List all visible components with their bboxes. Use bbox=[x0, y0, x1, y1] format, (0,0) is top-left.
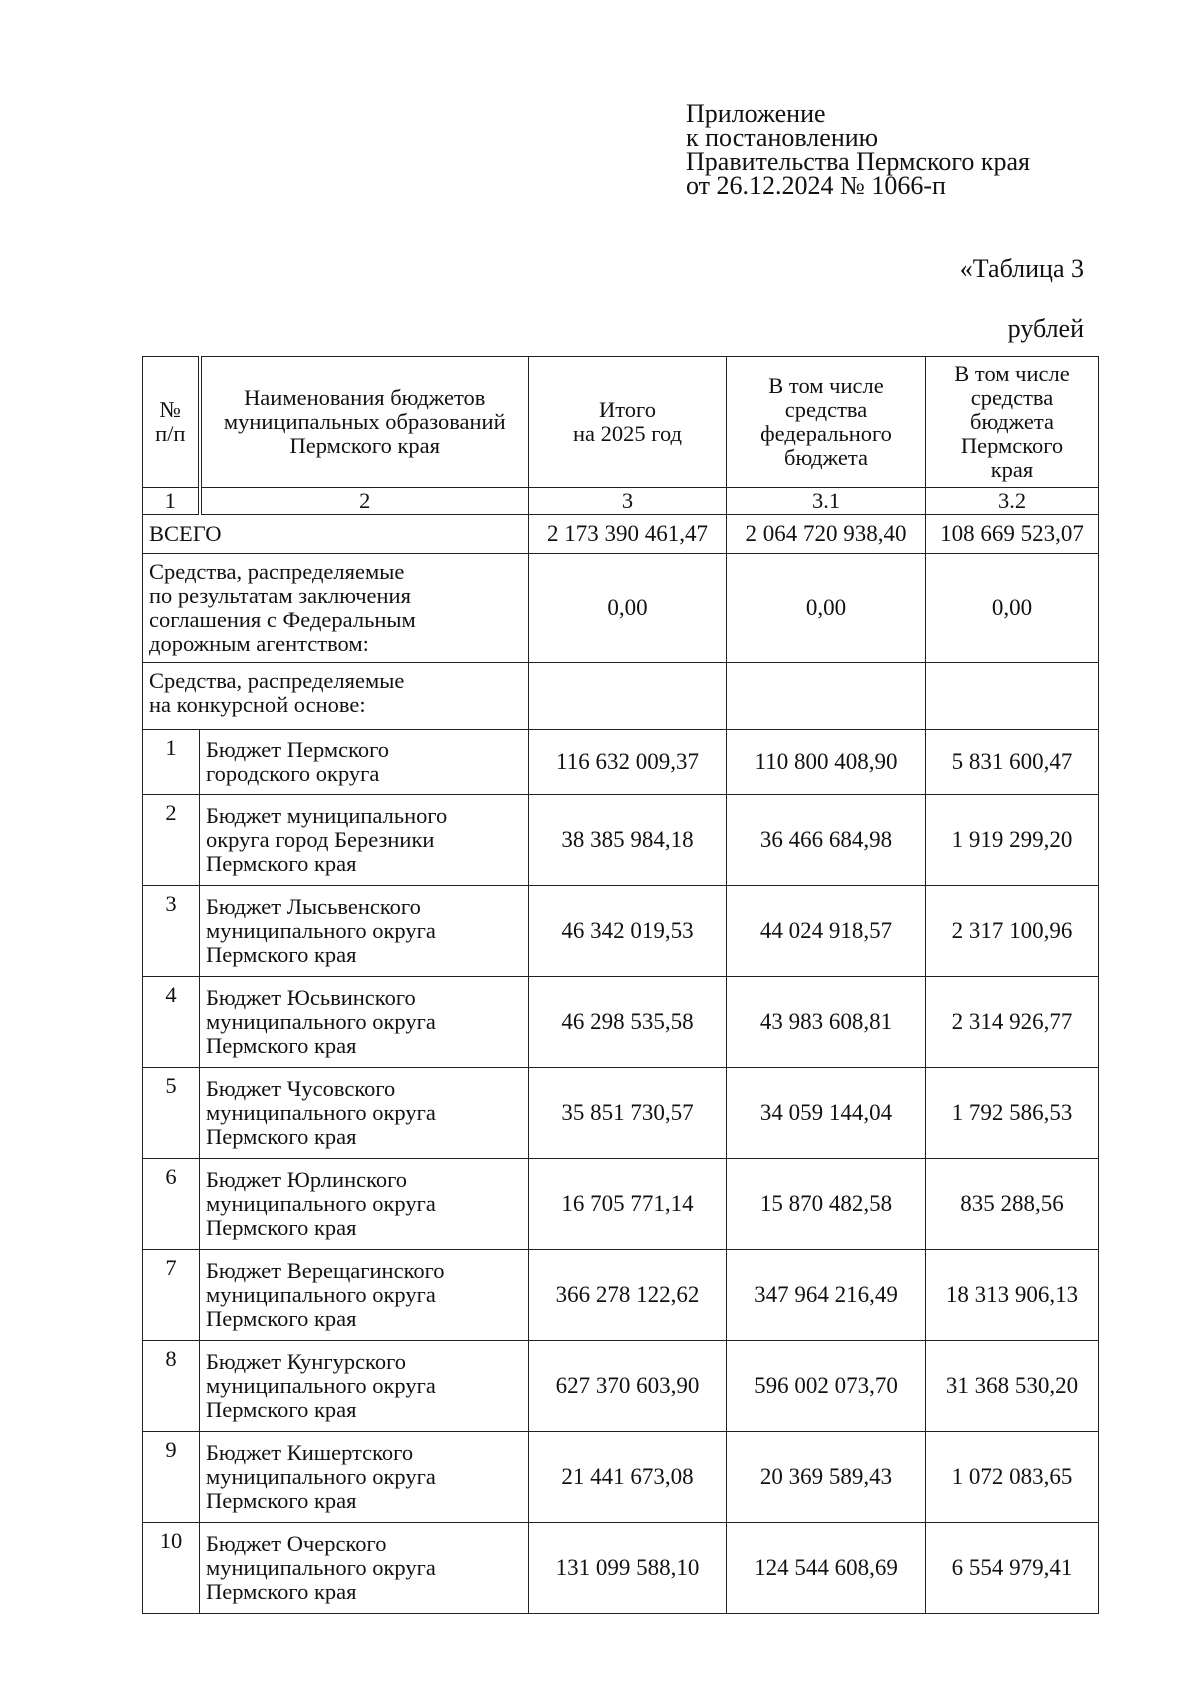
appendix-heading bbox=[686, 99, 1030, 200]
row-budget-name: Бюджет Чусовского муниципального округа Пермского края bbox=[200, 1068, 529, 1159]
row-number: 10 bbox=[143, 1523, 200, 1614]
row-total: 366 278 122,62 bbox=[529, 1250, 727, 1341]
row-regional: 5 831 600,47 bbox=[926, 730, 1099, 795]
row-regional: 1 792 586,53 bbox=[926, 1068, 1099, 1159]
column-number: 3.1 bbox=[727, 488, 926, 515]
row-regional: 6 554 979,41 bbox=[926, 1523, 1099, 1614]
table-row bbox=[143, 1341, 1099, 1432]
column-number-row bbox=[143, 488, 1099, 515]
row-federal: 347 964 216,49 bbox=[727, 1250, 926, 1341]
header-total: Итого на 2025 год bbox=[529, 357, 727, 488]
row-federal: 44 024 918,57 bbox=[727, 886, 926, 977]
federal-agency-label: Средства, распределяемые по результатам заключения соглашения с Федеральным дорожным агентством: bbox=[143, 554, 529, 663]
row-regional: 1 072 083,65 bbox=[926, 1432, 1099, 1523]
row-regional: 2 314 926,77 bbox=[926, 977, 1099, 1068]
column-number: 1 bbox=[143, 488, 200, 515]
competitive-federal bbox=[727, 663, 926, 730]
row-budget-name: Бюджет Кишертского муниципального округа Пермского края bbox=[200, 1432, 529, 1523]
row-total: 627 370 603,90 bbox=[529, 1341, 727, 1432]
row-regional: 18 313 906,13 bbox=[926, 1250, 1099, 1341]
header-number: № п/п bbox=[143, 357, 200, 488]
row-total: 46 298 535,58 bbox=[529, 977, 727, 1068]
table-row bbox=[143, 886, 1099, 977]
total-regional: 108 669 523,07 bbox=[926, 515, 1099, 554]
row-number: 8 bbox=[143, 1341, 200, 1432]
row-total: 131 099 588,10 bbox=[529, 1523, 727, 1614]
row-total: 46 342 019,53 bbox=[529, 886, 727, 977]
federal-agency-row bbox=[143, 554, 1099, 663]
row-federal: 596 002 073,70 bbox=[727, 1341, 926, 1432]
row-federal: 124 544 608,69 bbox=[727, 1523, 926, 1614]
federal-agency-total: 0,00 bbox=[529, 554, 727, 663]
row-total: 16 705 771,14 bbox=[529, 1159, 727, 1250]
competitive-label: Средства, распределяемые на конкурсной основе: bbox=[143, 663, 529, 730]
appendix-line: к постановлению bbox=[686, 123, 879, 152]
total-federal: 2 064 720 938,40 bbox=[727, 515, 926, 554]
row-federal: 36 466 684,98 bbox=[727, 795, 926, 886]
row-budget-name: Бюджет Очерского муниципального округа Пермского края bbox=[200, 1523, 529, 1614]
row-total: 38 385 984,18 bbox=[529, 795, 727, 886]
row-number: 5 bbox=[143, 1068, 200, 1159]
header-federal: В том числе средства федерального бюджета bbox=[727, 357, 926, 488]
row-total: 116 632 009,37 bbox=[529, 730, 727, 795]
table-row bbox=[143, 1159, 1099, 1250]
row-federal: 34 059 144,04 bbox=[727, 1068, 926, 1159]
row-number: 2 bbox=[143, 795, 200, 886]
row-total: 35 851 730,57 bbox=[529, 1068, 727, 1159]
row-number: 1 bbox=[143, 730, 200, 795]
federal-agency-regional: 0,00 bbox=[926, 554, 1099, 663]
table-row bbox=[143, 1068, 1099, 1159]
header-regional: В том числе средства бюджета Пермского края bbox=[926, 357, 1099, 488]
appendix-line: от 26.12.2024 № 1066-п bbox=[686, 171, 946, 200]
table-row bbox=[143, 1250, 1099, 1341]
row-number: 4 bbox=[143, 977, 200, 1068]
row-number: 6 bbox=[143, 1159, 200, 1250]
table-header-row bbox=[143, 357, 1099, 488]
row-number: 9 bbox=[143, 1432, 200, 1523]
competitive-regional bbox=[926, 663, 1099, 730]
row-budget-name: Бюджет Пермского городского округа bbox=[200, 730, 529, 795]
row-federal: 15 870 482,58 bbox=[727, 1159, 926, 1250]
row-federal: 20 369 589,43 bbox=[727, 1432, 926, 1523]
table-row bbox=[143, 1523, 1099, 1614]
column-number: 3.2 bbox=[926, 488, 1099, 515]
table-label: «Таблица 3 bbox=[959, 254, 1084, 283]
header-budget-name: Наименования бюджетов муниципальных образований Пермского края bbox=[200, 357, 529, 488]
row-regional: 31 368 530,20 bbox=[926, 1341, 1099, 1432]
row-budget-name: Бюджет муниципального округа город Березники Пермского края bbox=[200, 795, 529, 886]
row-federal: 110 800 408,90 bbox=[727, 730, 926, 795]
row-budget-name: Бюджет Юсьвинского муниципального округа Пермского края bbox=[200, 977, 529, 1068]
row-budget-name: Бюджет Кунгурского муниципального округа Пермского края bbox=[200, 1341, 529, 1432]
row-regional: 1 919 299,20 bbox=[926, 795, 1099, 886]
row-regional: 835 288,56 bbox=[926, 1159, 1099, 1250]
competitive-total bbox=[529, 663, 727, 730]
appendix-line: Правительства Пермского края bbox=[686, 147, 1030, 176]
table-row bbox=[143, 730, 1099, 795]
units-label: рублей bbox=[1007, 314, 1084, 343]
column-number: 3 bbox=[529, 488, 727, 515]
row-budget-name: Бюджет Лысьвенского муниципального округа Пермского края bbox=[200, 886, 529, 977]
row-number: 7 bbox=[143, 1250, 200, 1341]
federal-agency-federal: 0,00 bbox=[727, 554, 926, 663]
table-row bbox=[143, 1432, 1099, 1523]
total-label: ВСЕГО bbox=[143, 515, 529, 554]
row-total: 21 441 673,08 bbox=[529, 1432, 727, 1523]
row-budget-name: Бюджет Верещагинского муниципального округа Пермского края bbox=[200, 1250, 529, 1341]
row-federal: 43 983 608,81 bbox=[727, 977, 926, 1068]
table-row bbox=[143, 795, 1099, 886]
competitive-row bbox=[143, 663, 1099, 730]
budget-table bbox=[142, 356, 1099, 1614]
table-row bbox=[143, 977, 1099, 1068]
row-number: 3 bbox=[143, 886, 200, 977]
total-row bbox=[143, 515, 1099, 554]
total-value: 2 173 390 461,47 bbox=[529, 515, 727, 554]
appendix-line: Приложение bbox=[686, 99, 826, 128]
row-budget-name: Бюджет Юрлинского муниципального округа Пермского края bbox=[200, 1159, 529, 1250]
column-number: 2 bbox=[200, 488, 529, 515]
row-regional: 2 317 100,96 bbox=[926, 886, 1099, 977]
